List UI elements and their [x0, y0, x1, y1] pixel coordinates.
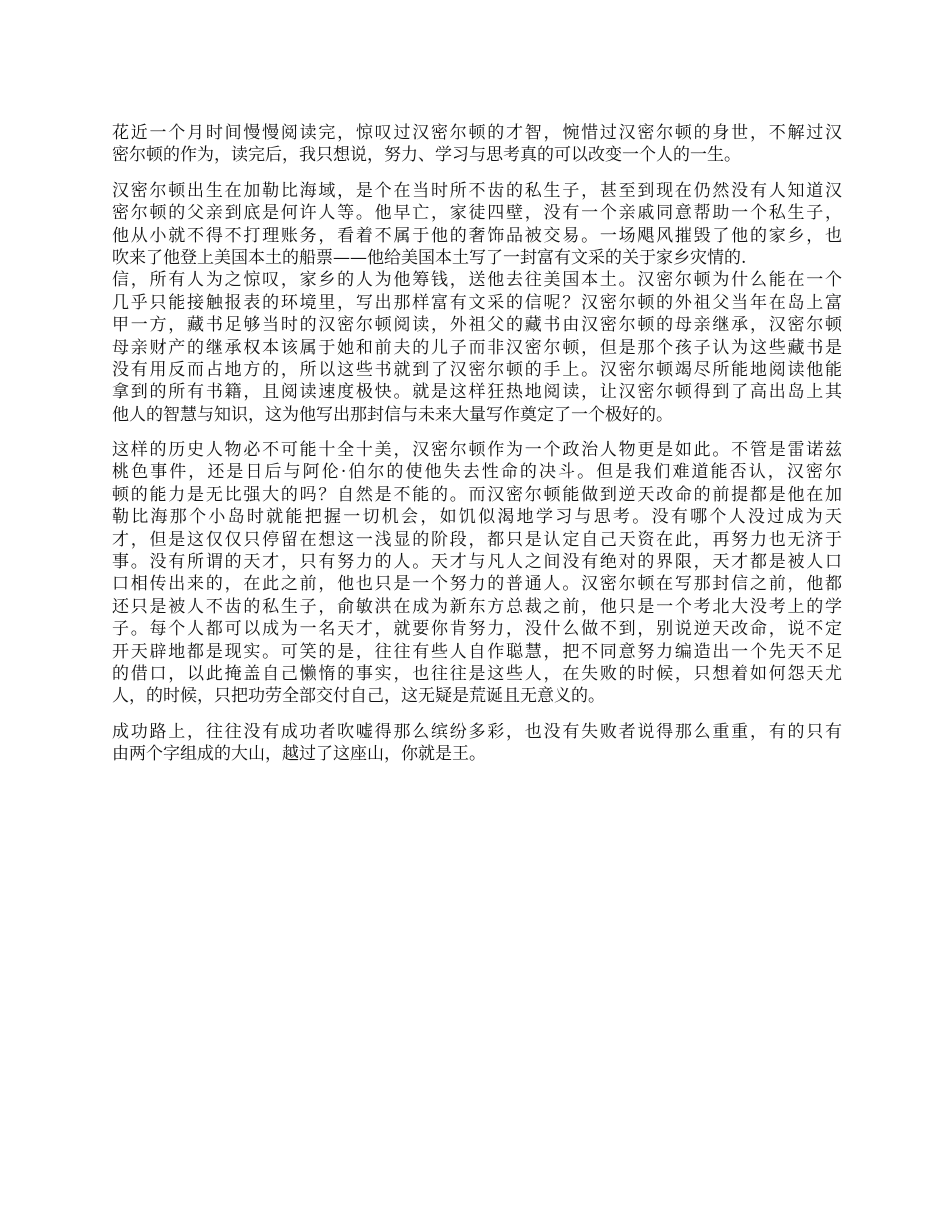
text-line: 顿的能力是无比强大的吗？自然是不能的。而汉密尔顿能做到逆天改命的前提都是他在加 — [112, 484, 842, 505]
text-line: 由两个字组成的大山，越过了这座山，你就是王。 — [112, 744, 486, 765]
text-line: 桃色事件，还是日后与阿伦·伯尔的使他失去性命的决斗。但是我们难道能否认，汉密尔 — [112, 462, 842, 483]
document-body — [112, 122, 842, 779]
text-line: 开天辟地都是现实。可笑的是，往往有些人自作聪慧，把不同意努力编造出一个先天不足 — [112, 641, 842, 662]
text-line: 这样的历史人物必不可能十全十美，汉密尔顿作为一个政治人物更是如此。不管是雷诺兹 — [112, 440, 842, 461]
text-line: 他人的智慧与知识，这为他写出那封信与未来大量写作奠定了一个极好的。 — [112, 404, 673, 425]
paragraph-3 — [112, 439, 842, 708]
text-line: 才，但是这仅仅只停留在想这一浅显的阶段，都只是认定自己天资在此，再努力也无济于 — [112, 529, 842, 550]
text-line: 密尔顿的父亲到底是何许人等。他早亡，家徒四壁，没有一个亲戚同意帮助一个私生子， — [112, 203, 842, 224]
paragraph-4 — [112, 721, 842, 766]
text-line: 还只是被人不齿的私生子，俞敏洪在成为新东方总裁之前，他只是一个考北大没考上的学 — [112, 596, 842, 617]
text-line: 拿到的所有书籍，且阅读速度极快。就是这样狂热地阅读，让汉密尔顿得到了高出岛上其 — [112, 382, 842, 403]
text-line: 事。没有所谓的天才，只有努力的人。天才与凡人之间没有绝对的界限，天才都是被人口 — [112, 552, 842, 573]
text-line: 人，的时候，只把功劳全部交付自己，这无疑是荒诞且无意义的。 — [112, 686, 605, 707]
text-line: 子。每个人都可以成为一名天才，就要你肯努力，没什么做不到，别说逆天改命，说不定 — [112, 619, 842, 640]
text-line: 密尔顿的作为，读完后，我只想说，努力、学习与思考真的可以改变一个人的一生。 — [112, 145, 741, 166]
text-line: 成功路上，往往没有成功者吹嘘得那么缤纷多彩，也没有失败者说得那么重重，有的只有 — [112, 721, 842, 742]
text-line: 没有用反而占地方的，所以这些书就到了汉密尔顿的手上。汉密尔顿竭尽所能地阅读他能 — [112, 359, 842, 380]
text-line: 几乎只能接触报表的环境里，写出那样富有文采的信呢？汉密尔顿的外祖父当年在岛上富 — [112, 292, 842, 313]
text-line: 他从小就不得不打理账务，看着不属于他的奢饰品被交易。一场飓风摧毁了他的家乡，也 — [112, 225, 842, 246]
text-line: 的借口，以此掩盖自己懒惰的事实，也往往是这些人，在失败的时候，只想着如何怨天尤 — [112, 663, 842, 684]
text-line: 吹来了他登上美国本土的船票——他给美国本土写了一封富有文采的关于家乡灾情的. — [112, 247, 747, 268]
paragraph-1 — [112, 122, 842, 167]
text-line: 花近一个月时间慢慢阅读完，惊叹过汉密尔顿的才智，惋惜过汉密尔顿的身世，不解过汉 — [112, 123, 842, 143]
text-line: 勒比海那个小岛时就能把握一切机会，如饥似渴地学习与思考。没有哪个人没过成为天 — [112, 507, 842, 528]
text-line: 口相传出来的，在此之前，他也只是一个努力的普通人。汉密尔顿在写那封信之前，他都 — [112, 574, 842, 595]
text-line: 母亲财产的继承权本该属于她和前夫的儿子而非汉密尔顿，但是那个孩子认为这些藏书是 — [112, 337, 842, 358]
paragraph-2 — [112, 180, 842, 426]
text-line: 汉密尔顿出生在加勒比海域，是个在当时所不齿的私生子，甚至到现在仍然没有人知道汉 — [112, 180, 842, 201]
text-line: 信，所有人为之惊叹，家乡的人为他筹钱，送他去往美国本土。汉密尔顿为什么能在一个 — [112, 270, 842, 291]
text-line: 甲一方，藏书足够当时的汉密尔顿阅读，外祖父的藏书由汉密尔顿的母亲继承，汉密尔顿 — [112, 315, 842, 336]
